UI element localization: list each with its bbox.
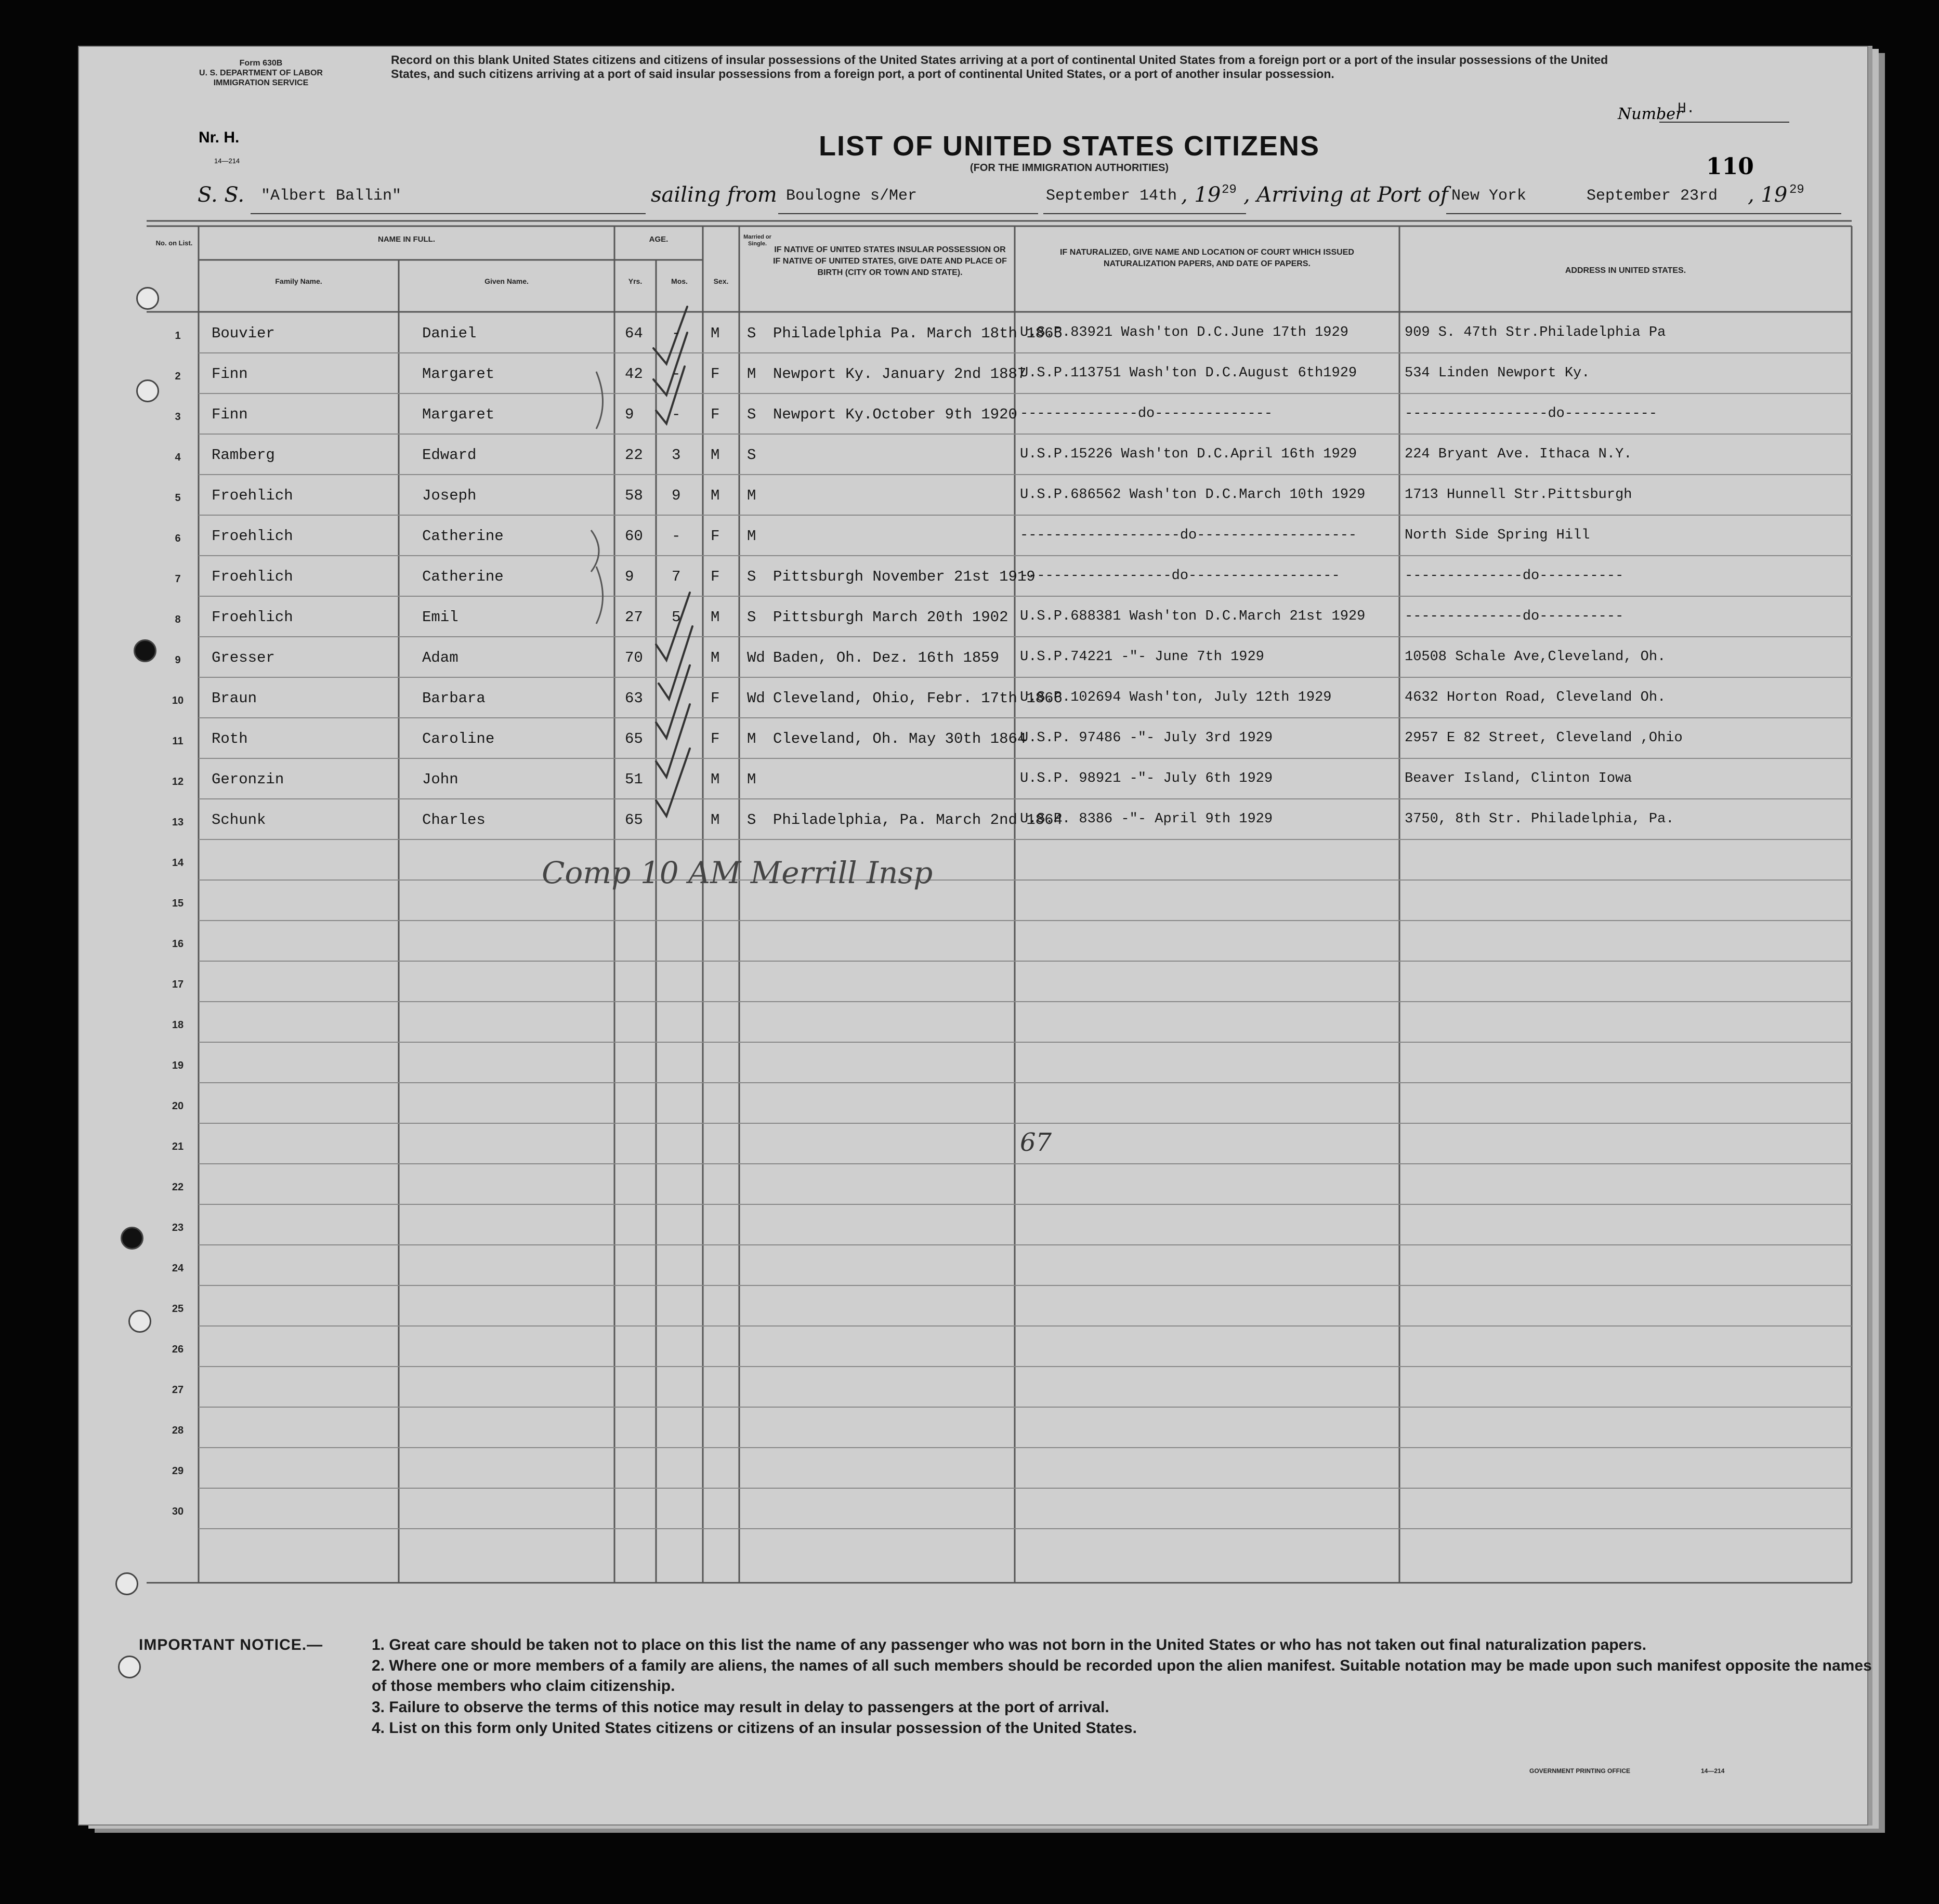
row-number: 7: [175, 573, 181, 585]
address-cell: 534 Linden Newport Ky.: [1405, 365, 1590, 381]
row-number: 14: [172, 857, 184, 869]
row-number: 13: [172, 817, 184, 828]
naturalization-cell: U.S.P.102694 Wash'ton, July 12th 1929: [1020, 690, 1332, 705]
row-number: 8: [175, 614, 181, 625]
naturalization-cell: U.S.P. 98921 -"- July 6th 1929: [1020, 771, 1273, 786]
sex-cell: F: [711, 568, 720, 585]
given-name-cell: Joseph: [422, 487, 477, 504]
form-header-block: [152, 58, 370, 88]
given-name-cell: Charles: [422, 811, 486, 829]
arrival-year-suffix: 29: [1789, 183, 1804, 197]
number-line: [1659, 122, 1789, 123]
arrival-date: September 23rd: [1587, 187, 1718, 205]
family-name-cell: Ramberg: [212, 447, 275, 464]
address-cell: 3750, 8th Str. Philadelphia, Pa.: [1405, 811, 1674, 827]
handwritten-page-number: 67: [1020, 1128, 1052, 1157]
sex-cell: F: [711, 406, 720, 423]
age-years-cell: 27: [625, 609, 643, 626]
row-number: 16: [172, 938, 184, 950]
sailing-underline: [778, 213, 1038, 214]
birthplace-cell: Philadelphia, Pa. March 2nd 1864: [773, 811, 1063, 829]
family-name-cell: Braun: [212, 690, 257, 707]
age-months-cell: -: [672, 406, 681, 423]
header-age: AGE.: [649, 235, 669, 244]
age-years-cell: 58: [625, 487, 643, 504]
arriving-label: , Arriving at Port of: [1243, 183, 1448, 207]
age-years-cell: 51: [625, 771, 643, 788]
sex-cell: M: [711, 649, 720, 666]
row-number: 23: [172, 1222, 184, 1233]
departure-year-prefix: , 19: [1181, 183, 1221, 207]
birthplace-cell: Philadelphia Pa. March 18th 1865: [773, 325, 1063, 342]
header-married: Married or Single.: [743, 234, 771, 247]
given-name-cell: Adam: [422, 649, 458, 666]
handwritten-note: Comp 10 AM Merrill Insp: [542, 855, 933, 890]
row-number: 30: [172, 1506, 184, 1517]
naturalization-cell: -------------------do-------------------: [1020, 528, 1357, 543]
age-months-cell: -: [672, 365, 681, 383]
departure-underline: [1043, 213, 1246, 214]
sex-cell: M: [711, 609, 720, 626]
binder-hole: [118, 1656, 141, 1678]
row-number: 19: [172, 1060, 184, 1071]
departure-year-suffix: 29: [1222, 183, 1237, 197]
family-name-cell: Froehlich: [212, 487, 293, 504]
birthplace-cell: Pittsburgh November 21st 1919: [773, 568, 1036, 585]
gpo-label: GOVERNMENT PRINTING OFFICE: [1529, 1767, 1631, 1775]
given-name-cell: Catherine: [422, 568, 504, 585]
row-number: 12: [172, 776, 184, 787]
marital-status-cell: S: [747, 406, 756, 423]
given-name-cell: John: [422, 771, 458, 788]
birthplace-cell: Pittsburgh March 20th 1902: [773, 609, 1008, 626]
naturalization-cell: --------------do--------------: [1020, 406, 1273, 422]
form-number: Form 630B: [239, 59, 283, 68]
marital-status-cell: S: [747, 609, 756, 626]
age-months-cell: 7: [672, 568, 681, 585]
arrival-underline: [1446, 213, 1743, 214]
naturalization-cell: ------------------do------------------: [1020, 568, 1340, 584]
arrival-port: New York: [1451, 187, 1527, 205]
age-months-cell: -: [672, 325, 681, 342]
given-name-cell: Margaret: [422, 406, 495, 423]
ship-underline: [251, 213, 646, 214]
sex-cell: F: [711, 365, 720, 383]
naturalization-cell: U.S.P.686562 Wash'ton D.C.March 10th 1929: [1020, 487, 1366, 503]
arrival-year-underline: [1743, 213, 1841, 214]
family-name-cell: Finn: [212, 365, 248, 383]
row-number: 28: [172, 1425, 184, 1436]
sex-cell: M: [711, 325, 720, 342]
marital-status-cell: Wd: [747, 690, 765, 707]
address-cell: Beaver Island, Clinton Iowa: [1405, 771, 1632, 786]
row-number: 17: [172, 979, 184, 990]
marital-status-cell: M: [747, 771, 756, 788]
naturalization-cell: U.S.P.83921 Wash'ton D.C.June 17th 1929: [1020, 325, 1348, 340]
family-name-cell: Finn: [212, 406, 248, 423]
notice-title: IMPORTANT NOTICE.—: [139, 1636, 323, 1653]
given-name-cell: Edward: [422, 447, 477, 464]
sex-cell: M: [711, 771, 720, 788]
gpo-code: 14—214: [1701, 1767, 1725, 1775]
marital-status-cell: M: [747, 365, 756, 383]
sex-cell: F: [711, 690, 720, 707]
age-months-cell: 9: [672, 487, 681, 504]
naturalization-cell: U.S.P.74221 -"- June 7th 1929: [1020, 649, 1264, 665]
header-family-name: Family Name.: [275, 277, 322, 285]
row-number: 29: [172, 1465, 184, 1477]
address-cell: -----------------do-----------: [1405, 406, 1658, 422]
age-years-cell: 22: [625, 447, 643, 464]
page-subtitle: (FOR THE IMMIGRATION AUTHORITIES): [969, 162, 1169, 174]
binder-hole: [115, 1572, 138, 1595]
notice-item-2: 2. Where one or more members of a family are aliens, the names of all such members should be recorded upon the alien manifest. Suitable notation may be made upon such manifest opposite the names of those members who claim citizenship.: [372, 1657, 1872, 1695]
header-sex: Sex.: [713, 277, 729, 285]
age-months-cell: 3: [672, 447, 681, 464]
birthplace-cell: Newport Ky.October 9th 1920: [773, 406, 1017, 423]
row-number: 18: [172, 1019, 184, 1031]
age-years-cell: 65: [625, 811, 643, 829]
service: IMMIGRATION SERVICE: [213, 78, 309, 87]
age-years-cell: 65: [625, 730, 643, 747]
age-years-cell: 64: [625, 325, 643, 342]
row-number: 11: [172, 736, 184, 747]
age-years-cell: 9: [625, 406, 634, 423]
row-number: 10: [172, 695, 184, 706]
row-number: 2: [175, 371, 181, 382]
header-name-in-full: NAME IN FULL.: [378, 235, 435, 244]
given-name-cell: Daniel: [422, 325, 477, 342]
header-birth: IF NATIVE OF UNITED STATES INSULAR POSSESSION OR IF NATIVE OF UNITED STATES, GIVE DATE AND PLACE OF BIRTH (CITY OR TOWN AND STATE).: [773, 245, 1007, 277]
bracket-marks: [591, 372, 603, 624]
address-cell: 909 S. 47th Str.Philadelphia Pa: [1405, 325, 1666, 340]
row-number: 1: [175, 330, 181, 342]
tick-marks: [653, 307, 692, 816]
marital-status-cell: M: [747, 487, 756, 504]
age-years-cell: 42: [625, 365, 643, 383]
row-number: 5: [175, 492, 181, 504]
family-name-cell: Roth: [212, 730, 248, 747]
row-number: 26: [172, 1344, 184, 1355]
family-name-cell: Schunk: [212, 811, 266, 829]
sex-cell: M: [711, 487, 720, 504]
instructions: Record on this blank United States citizens and citizens of insular possessions of the United States arriving at a port of continental United States from a foreign port or a port of the insular possessions of the United States, and such citizens arriving at a port of said insular possessions from a foreign port, a port of continental United States, or a port of another insular possession.: [391, 53, 1608, 81]
row-number: 4: [175, 452, 181, 463]
sailing-label: sailing from: [651, 183, 777, 207]
form-code: 14—214: [214, 157, 240, 165]
binder-hole: [134, 639, 156, 662]
naturalization-cell: U.S.P. 97486 -"- July 3rd 1929: [1020, 730, 1273, 746]
given-name-cell: Caroline: [422, 730, 495, 747]
address-cell: 224 Bryant Ave. Ithaca N.Y.: [1405, 447, 1632, 462]
ship-label: S. S.: [198, 183, 245, 207]
binder-hole: [128, 1310, 151, 1333]
family-name-cell: Geronzin: [212, 771, 284, 788]
family-name-cell: Froehlich: [212, 528, 293, 545]
row-number: 15: [172, 898, 184, 909]
row-number: 24: [172, 1263, 184, 1274]
sailing-from: Boulogne s/Mer: [786, 187, 918, 205]
page-title: LIST OF UNITED STATES CITIZENS: [819, 130, 1320, 162]
row-number: 9: [175, 654, 181, 666]
address-cell: --------------do----------: [1405, 609, 1624, 624]
address-cell: 4632 Horton Road, Cleveland Oh.: [1405, 690, 1666, 705]
notice-item-1: 1. Great care should be taken not to place on this list the name of any passenger who was not born in the United States or who has not taken out final naturalization papers.: [372, 1636, 1647, 1653]
given-name-cell: Emil: [422, 609, 458, 626]
ship-name: "Albert Ballin": [261, 187, 402, 205]
family-name-cell: Froehlich: [212, 609, 293, 626]
binder-hole: [121, 1227, 143, 1250]
row-number: 27: [172, 1384, 184, 1396]
marital-status-cell: S: [747, 811, 756, 829]
naturalization-cell: U.S.P.688381 Wash'ton D.C.March 21st 1929: [1020, 609, 1366, 624]
notice-item-4: 4. List on this form only United States citizens or citizens of an insular possession of the United States.: [372, 1719, 1137, 1737]
nr-label: Nr. H.: [199, 129, 240, 146]
family-name-cell: Bouvier: [212, 325, 275, 342]
marital-status-cell: S: [747, 325, 756, 342]
department: U. S. DEPARTMENT OF LABOR: [199, 69, 323, 77]
address-cell: --------------do----------: [1405, 568, 1624, 584]
naturalization-cell: U.S.P.15226 Wash'ton D.C.April 16th 1929: [1020, 447, 1357, 462]
birthplace-cell: Newport Ky. January 2nd 1887: [773, 365, 1027, 383]
age-years-cell: 9: [625, 568, 634, 585]
age-years-cell: 70: [625, 649, 643, 666]
sex-cell: M: [711, 811, 720, 829]
row-number: 21: [172, 1141, 184, 1152]
row-number: 3: [175, 411, 181, 423]
birthplace-cell: Baden, Oh. Dez. 16th 1859: [773, 649, 1000, 666]
naturalization-cell: U.S.P.113751 Wash'ton D.C.August 6th1929: [1020, 365, 1357, 381]
binder-hole: [136, 287, 159, 310]
header-mos: Mos.: [671, 277, 688, 285]
row-number: 22: [172, 1181, 184, 1193]
row-number: 6: [175, 533, 181, 544]
given-name-cell: Barbara: [422, 690, 486, 707]
sex-cell: F: [711, 730, 720, 747]
header-yrs: Yrs.: [628, 277, 643, 285]
binder-hole: [136, 379, 159, 402]
marital-status-cell: M: [747, 730, 756, 747]
address-cell: 2957 E 82 Street, Cleveland ,Ohio: [1405, 730, 1683, 746]
address-cell: North Side Spring Hill: [1405, 528, 1590, 543]
row-number: 20: [172, 1100, 184, 1112]
age-years-cell: 60: [625, 528, 643, 545]
sex-cell: M: [711, 447, 720, 464]
birthplace-cell: Cleveland, Oh. May 30th 1864: [773, 730, 1027, 747]
sex-cell: F: [711, 528, 720, 545]
family-name-cell: Froehlich: [212, 568, 293, 585]
table-grid: [79, 47, 1867, 1824]
arrival-year-prefix: , 19: [1748, 183, 1788, 207]
marital-status-cell: Wd: [747, 649, 765, 666]
manifest-sheet: [78, 46, 1872, 1826]
header-naturalized: IF NATURALIZED, GIVE NAME AND LOCATION OF COURT WHICH ISSUED NATURALIZATION PAPERS, AND DATE OF PAPERS.: [1060, 248, 1354, 268]
header-given-name: Given Name.: [484, 277, 529, 285]
address-cell: 10508 Schale Ave,Cleveland, Oh.: [1405, 649, 1666, 665]
given-name-cell: Margaret: [422, 365, 495, 383]
marital-status-cell: S: [747, 447, 756, 464]
age-months-cell: -: [672, 528, 681, 545]
number-label: Number: [1618, 105, 1683, 123]
notice-item-3: 3. Failure to observe the terms of this notice may result in delay to passengers at the port of arrival.: [372, 1699, 1109, 1716]
given-name-cell: Catherine: [422, 528, 504, 545]
marital-status-cell: S: [747, 568, 756, 585]
marital-status-cell: M: [747, 528, 756, 545]
family-name-cell: Gresser: [212, 649, 275, 666]
departure-date: September 14th: [1046, 187, 1177, 205]
page-number: 110: [1706, 153, 1754, 180]
header-address: ADDRESS IN UNITED STATES.: [1565, 266, 1686, 275]
number-value: H.: [1678, 101, 1695, 117]
row-number: 25: [172, 1303, 184, 1315]
naturalization-cell: U.S.P. 8386 -"- April 9th 1929: [1020, 811, 1273, 827]
address-cell: 1713 Hunnell Str.Pittsburgh: [1405, 487, 1632, 503]
age-years-cell: 63: [625, 690, 643, 707]
age-months-cell: 5: [672, 609, 681, 626]
header-no-on-list: No. on List.: [155, 239, 193, 247]
birthplace-cell: Cleveland, Ohio, Febr. 17th 1866: [773, 690, 1063, 707]
